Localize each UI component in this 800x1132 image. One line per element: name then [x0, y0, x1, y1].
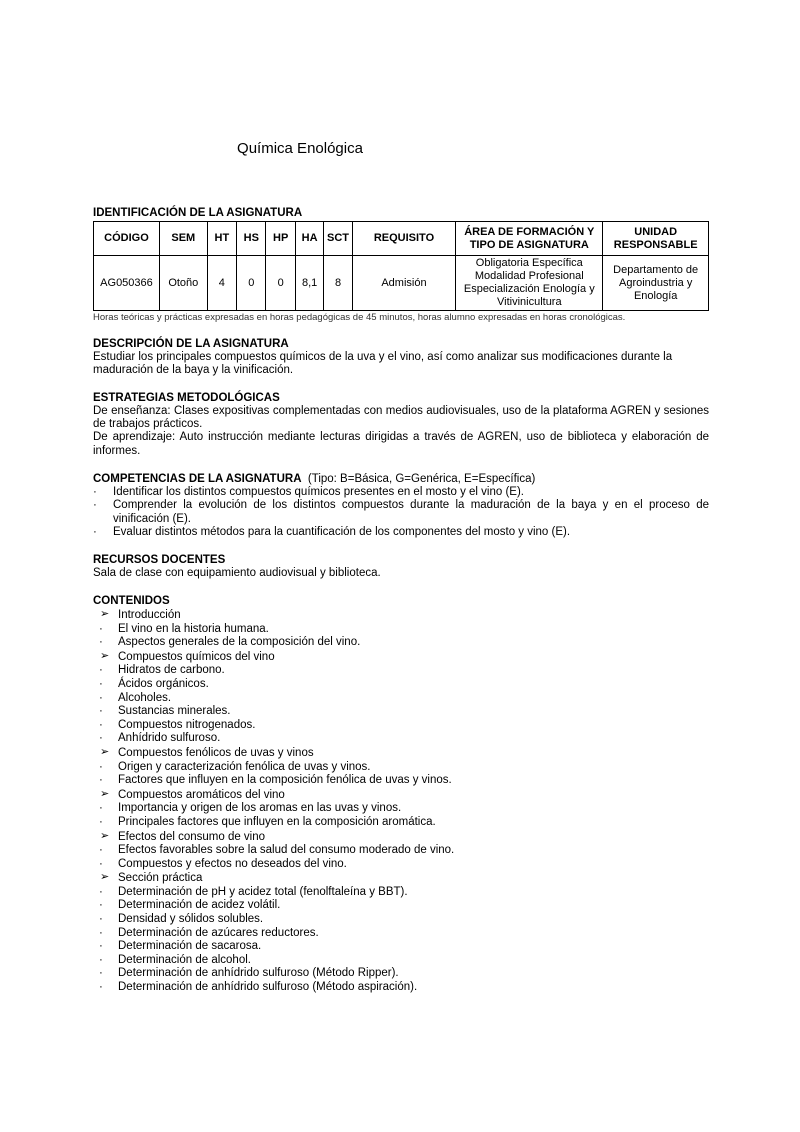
list-item: · Determinación de anhídrido sulfuroso (Método Ripper).: [99, 967, 399, 980]
document-title: Química Enológica: [237, 140, 363, 157]
arrow-bullet-icon: ➢: [100, 829, 110, 842]
header-hp: HP: [266, 222, 295, 256]
recursos-section: [93, 554, 709, 580]
arrow-bullet-icon: ➢: [100, 608, 110, 620]
list-item: · Aspectos generales de la composición del vino.: [99, 636, 361, 649]
estrategias-aprendizaje: De aprendizaje: Auto instrucción mediante lecturas dirigidas a través de AGREN, uso de biblioteca y elaboración de informes.: [93, 431, 709, 457]
header-sem: SEM: [159, 222, 207, 256]
section-heading-item: ➢ Compuestos químicos del vino: [100, 649, 275, 663]
header-area: ÁREA DE FORMACIÓN Y TIPO DE ASIGNATURA: [456, 222, 603, 256]
section-heading-item: ➢ Introducción: [100, 608, 181, 621]
arrow-bullet-icon: ➢: [100, 745, 110, 758]
competencias-heading: COMPETENCIAS DE LA ASIGNATURA: [93, 473, 302, 485]
header-requisito: REQUISITO: [352, 222, 456, 256]
list-item: · Factores que influyen en la composición fenólica de uvas y vinos.: [99, 774, 452, 787]
list-item: · Determinación de azúcares reductores.: [99, 926, 319, 939]
list-item: · Origen y caracterización fenólica de uvas y vinos.: [99, 760, 371, 773]
cell-hs: 0: [237, 256, 266, 311]
identificacion-heading: IDENTIFICACIÓN DE LA ASIGNATURA: [93, 207, 303, 219]
list-item: · Identificar los distintos compuestos químicos presentes en el mosto y el vino (E).: [93, 486, 524, 499]
list-item: · Determinación de acidez volátil.: [99, 899, 281, 912]
list-item: · Determinación de anhídrido sulfuroso (Método aspiración).: [99, 981, 418, 994]
section-heading-item: ➢ Efectos del consumo de vino: [100, 829, 266, 843]
cell-ht: 4: [207, 256, 236, 311]
identificacion-table: [93, 221, 709, 311]
list-item: · Importancia y origen de los aromas en las uvas y vinos.: [99, 802, 402, 815]
header-unidad: UNIDAD RESPONSABLE: [603, 222, 709, 256]
cell-requisito: Admisión: [352, 256, 456, 311]
list-item: · El vino en la historia humana.: [99, 622, 269, 635]
contenidos-heading: CONTENIDOS: [93, 595, 170, 607]
cell-ha: 8,1: [295, 256, 323, 311]
cell-codigo: AG050366: [94, 256, 160, 311]
section-heading-item: ➢ Compuestos fenólicos de uvas y vinos: [100, 745, 314, 759]
cell-sct: 8: [324, 256, 352, 311]
estrategias-heading: ESTRATEGIAS METODOLÓGICAS: [93, 392, 280, 404]
recursos-text: Sala de clase con equipamiento audiovisual y biblioteca.: [93, 567, 381, 579]
list-item: · Compuestos y efectos no deseados del vino.: [99, 857, 347, 870]
list-item: · Ácidos orgánicos.: [99, 677, 209, 690]
cell-hp: 0: [266, 256, 295, 311]
list-item: · Determinación de pH y acidez total (fenolftaleína y BBT).: [99, 885, 408, 898]
list-item: · Alcoholes.: [99, 691, 172, 704]
descripcion-section: [93, 338, 709, 377]
list-item: · Determinación de alcohol.: [99, 953, 251, 966]
competencias-tipo: (Tipo: B=Básica, G=Genérica, E=Específica): [307, 473, 536, 485]
arrow-bullet-icon: ➢: [100, 649, 110, 662]
table-row: [94, 256, 709, 311]
header-codigo: CÓDIGO: [94, 222, 160, 256]
header-ht: HT: [207, 222, 236, 256]
list-item: · Determinación de sacarosa.: [99, 940, 262, 953]
contenidos-section: [93, 595, 709, 995]
arrow-bullet-icon: ➢: [100, 787, 110, 800]
cell-unidad: Departamento de Agroindustria y Enología: [603, 256, 709, 311]
table-header-row: [94, 222, 709, 256]
list-item: · Compuestos nitrogenados.: [99, 718, 256, 731]
header-ha: HA: [295, 222, 323, 256]
recursos-heading: RECURSOS DOCENTES: [93, 554, 226, 566]
hours-note: Horas teóricas y prácticas expresadas en horas pedagógicas de 45 minutos, horas alumno expresadas en horas cronológicas.: [93, 312, 626, 323]
list-item: · Anhídrido sulfuroso.: [99, 732, 221, 745]
estrategias-ensenanza: De enseñanza: Clases expositivas complementadas con medios audiovisuales, uso de la plataforma AGREN y sesiones de trabajos prácticos.: [93, 405, 709, 431]
header-hs: HS: [237, 222, 266, 256]
contenidos-list: [93, 608, 709, 995]
section-heading-item: ➢ Sección práctica: [100, 871, 203, 885]
list-item: · Hidratos de carbono.: [99, 664, 225, 677]
list-item: · Principales factores que influyen en la composición aromática.: [99, 815, 436, 828]
section-heading-item: ➢ Compuestos aromáticos del vino: [100, 787, 285, 801]
identificacion-section: [93, 207, 709, 323]
competencias-section: [93, 473, 709, 539]
list-item: · Comprender la evolución de los distintos compuestos durante la maduración de la baya y en el proceso de vinificación (E).: [93, 499, 709, 525]
descripcion-text: Estudiar los principales compuestos químicos de la uva y el vino, así como analizar sus modificaciones durante la maduración de la baya y la vinificación.: [93, 351, 673, 377]
cell-sem: Otoño: [159, 256, 207, 311]
arrow-bullet-icon: ➢: [100, 871, 110, 884]
list-item: · Densidad y sólidos solubles.: [99, 913, 264, 926]
estrategias-section: [93, 392, 709, 458]
list-item: · Sustancias minerales.: [99, 705, 231, 718]
competencias-list: [93, 486, 709, 539]
list-item: · Efectos favorables sobre la salud del consumo moderado de vino.: [99, 844, 455, 857]
header-sct: SCT: [324, 222, 352, 256]
list-item: · Evaluar distintos métodos para la cuantificación de los componentes del mosto y vino (E).: [93, 525, 571, 538]
descripcion-heading: DESCRIPCIÓN DE LA ASIGNATURA: [93, 338, 289, 350]
cell-area: Obligatoria Específica Modalidad Profesional Especialización Enología y Vitivinicultura: [456, 256, 603, 311]
